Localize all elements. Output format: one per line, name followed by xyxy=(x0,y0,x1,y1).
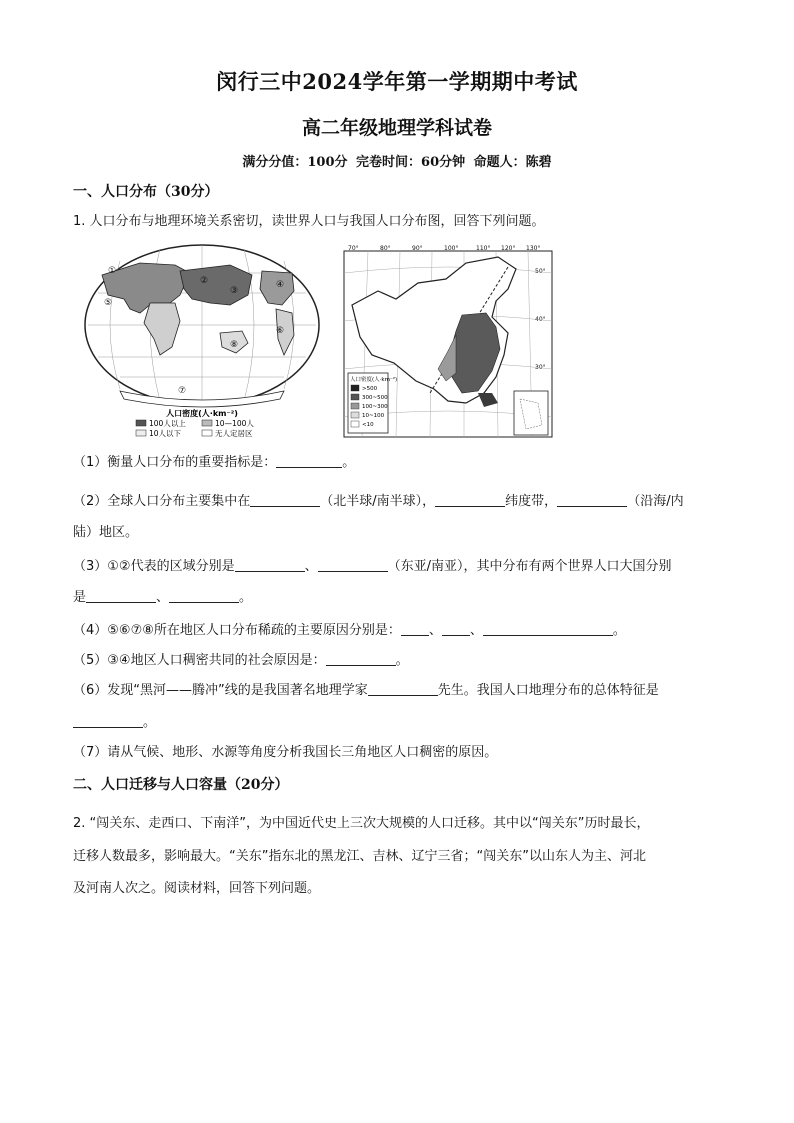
lon-label: 120° xyxy=(501,245,516,252)
world-map-marker-5: ⑤ xyxy=(104,298,113,308)
world-map-marker-1: ① xyxy=(108,266,117,276)
lat-label: 50° xyxy=(535,268,546,275)
question-text: 。 xyxy=(143,715,157,730)
question-2-line: 及河南人次之。阅读材料，回答下列问题。 xyxy=(73,881,321,896)
china-map-legend-item: 10~100 xyxy=(362,413,385,419)
question-text: 纬度带， xyxy=(505,494,558,509)
question-text: 先生。我国人口地理分布的总体特征是 xyxy=(437,683,659,698)
china-map-legend-title: 人口密度(人·km⁻²) xyxy=(350,377,398,383)
answer-blank[interactable] xyxy=(557,492,627,507)
answer-blank[interactable] xyxy=(326,651,396,666)
world-map-legend-item: 无人定居区 xyxy=(215,429,253,438)
question-2-line: 2. “闯关东、走西口、下南洋”，为中国近代史上三次大规模的人口迁移。其中以“闯关东”历时最长， xyxy=(73,816,650,831)
question-text: （东亚/南亚），其中分布有两个世界人口大国分别 xyxy=(387,559,672,574)
question-text: （1）衡量人口分布的重要指标是： xyxy=(73,455,277,470)
lon-label: 70° xyxy=(348,245,359,252)
china-map-legend-item: >500 xyxy=(362,386,378,392)
exam-meta: 满分分值：100分 完卷时间：60分钟 命题人：陈碧 xyxy=(242,155,552,170)
answer-blank[interactable] xyxy=(250,492,320,507)
section-1-heading: 一、人口分布（30分） xyxy=(73,184,219,200)
answer-blank[interactable] xyxy=(442,621,470,636)
answer-blank[interactable] xyxy=(401,621,429,636)
question-text: （7）请从气候、地形、水源等角度分析我国长三角地区人口稠密的原因。 xyxy=(73,745,498,760)
question-text: 陆）地区。 xyxy=(73,525,139,540)
answer-blank[interactable] xyxy=(318,557,388,572)
question-text: （3）①②代表的区域分别是 xyxy=(73,559,235,574)
question-text: 是 xyxy=(73,590,87,605)
question-text: 、 xyxy=(304,559,318,574)
subquestion-6-cont xyxy=(73,713,723,732)
answer-blank[interactable] xyxy=(86,588,156,603)
world-population-map xyxy=(80,243,325,441)
answer-blank[interactable] xyxy=(368,681,438,696)
world-map-marker-7: ⑦ xyxy=(178,386,187,396)
question-text: 。 xyxy=(239,590,253,605)
question-text: 。 xyxy=(612,623,626,638)
figure-population-maps xyxy=(80,243,560,441)
section-2-heading: 二、人口迁移与人口容量（20分） xyxy=(73,777,289,793)
china-population-map xyxy=(338,243,560,441)
lon-label: 130° xyxy=(526,245,541,252)
subquestion-6 xyxy=(73,681,723,700)
question-text: （5）③④地区人口稠密共同的社会原因是： xyxy=(73,653,326,668)
question-text: （6）发现“黑河——腾冲”线的是我国著名地理学家 xyxy=(73,683,368,698)
world-map-legend-item: 10—100人 xyxy=(215,419,254,428)
world-map-marker-2: ② xyxy=(200,276,209,286)
subquestion-1 xyxy=(73,453,723,472)
question-text: 、 xyxy=(428,623,442,638)
question-1-stem: 1. 人口分布与地理环境关系密切，读世界人口与我国人口分布图，回答下列问题。 xyxy=(73,214,545,229)
answer-blank[interactable] xyxy=(435,492,505,507)
china-map-legend-item: 300~500 xyxy=(362,395,388,401)
question-text: 、 xyxy=(156,590,170,605)
china-map-legend-item: <10 xyxy=(362,422,374,428)
subquestion-3 xyxy=(73,557,723,576)
subquestion-4 xyxy=(73,621,723,640)
answer-blank[interactable] xyxy=(73,713,143,728)
world-map-marker-8: ⑧ xyxy=(230,340,239,350)
subquestion-2 xyxy=(73,492,723,511)
lon-label: 100° xyxy=(444,245,459,252)
lon-label: 80° xyxy=(380,245,391,252)
exam-title: 闵行三中2024学年第一学期期中考试 xyxy=(216,69,578,94)
exam-subtitle: 高二年级地理学科试卷 xyxy=(301,117,492,139)
subquestion-2-cont xyxy=(73,524,723,542)
world-map-marker-3: ③ xyxy=(230,286,239,296)
answer-blank[interactable] xyxy=(276,453,342,468)
world-map-legend-title: 人口密度(人·km⁻²) xyxy=(166,409,238,418)
question-text: （沿海/内 xyxy=(627,494,684,509)
question-text: （4）⑤⑥⑦⑧所在地区人口分布稀疏的主要原因分别是： xyxy=(73,623,401,638)
world-map-legend-item: 100人以上 xyxy=(149,419,186,428)
question-text: 。 xyxy=(395,653,409,668)
subquestion-7 xyxy=(73,744,723,762)
answer-blank[interactable] xyxy=(483,621,613,636)
world-map-marker-6: ⑥ xyxy=(276,326,285,336)
question-text: （北半球/南半球）， xyxy=(320,494,436,509)
question-text: （2）全球人口分布主要集中在 xyxy=(73,494,251,509)
subquestion-3-cont xyxy=(73,588,723,607)
china-map-legend-item: 100~300 xyxy=(362,404,388,410)
world-map-legend-item: 10人以下 xyxy=(149,429,182,438)
lon-label: 110° xyxy=(476,245,491,252)
lat-label: 30° xyxy=(535,364,546,371)
question-text: 。 xyxy=(342,455,356,470)
question-text: 、 xyxy=(469,623,483,638)
lon-label: 90° xyxy=(412,245,423,252)
question-2-line: 迁移人数最多，影响最大。“关东”指东北的黑龙江、吉林、辽宁三省；“闯关东”以山东人为主、河北 xyxy=(73,849,646,864)
answer-blank[interactable] xyxy=(235,557,305,572)
world-map-marker-4: ④ xyxy=(276,280,285,290)
lat-label: 40° xyxy=(535,316,546,323)
subquestion-5 xyxy=(73,651,723,670)
answer-blank[interactable] xyxy=(169,588,239,603)
